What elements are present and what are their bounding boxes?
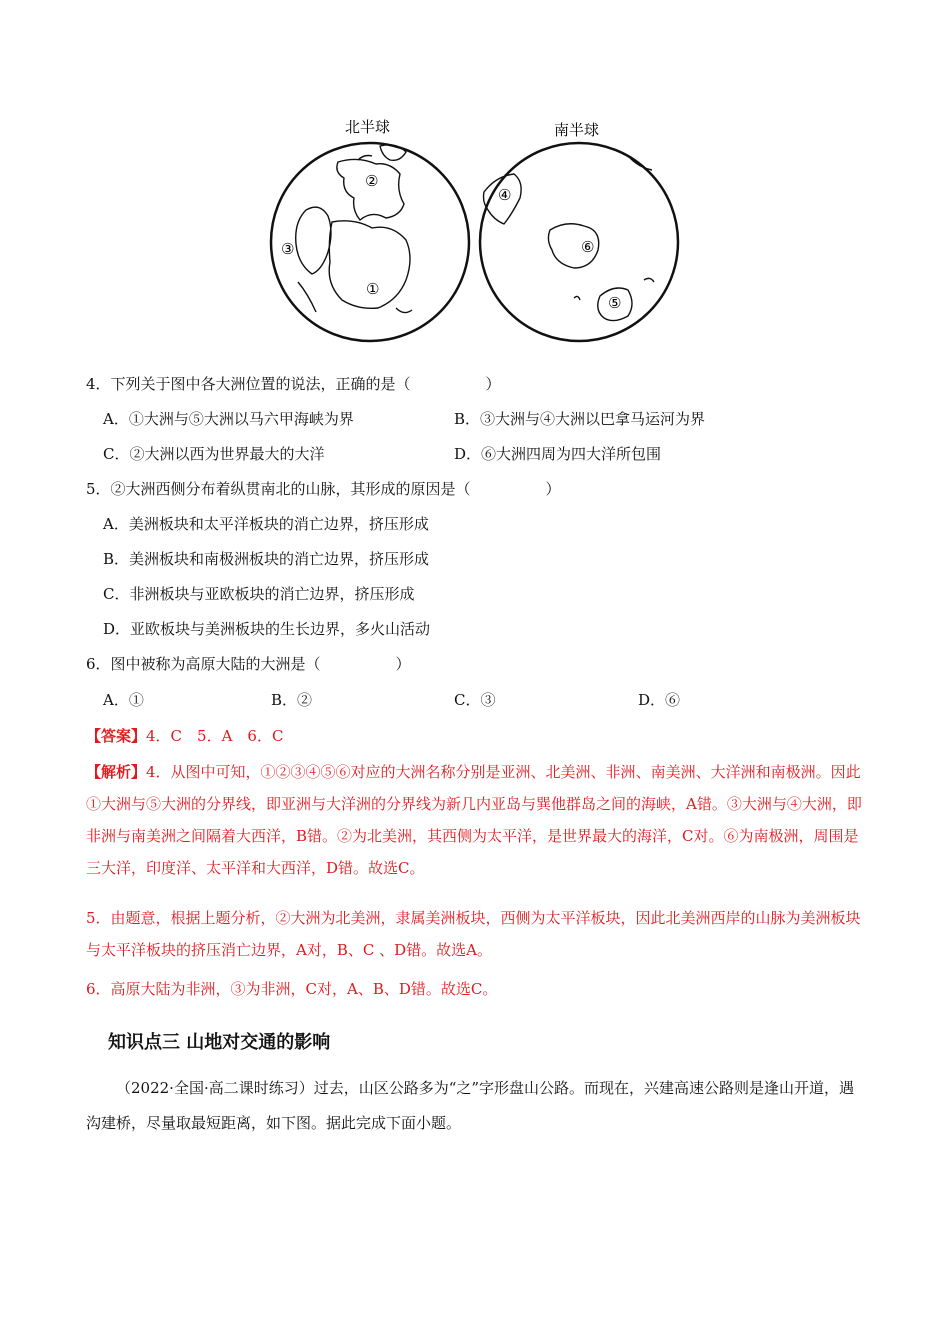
section-heading: 知识点三 山地对交通的影响	[108, 1032, 331, 1053]
answer-label: 【答案】	[86, 727, 147, 745]
hemisphere-maps-figure	[268, 112, 718, 348]
analysis-paragraph-5: 5．由题意，根据上题分析，②大洲为北美洲，隶属美洲板块，西侧为太平洋板块，因此北美洲西岸的山脉为美洲板块与太平洋板块的挤压消亡边界，A对，B、C 、D错。故选A。	[86, 909, 861, 959]
hemisphere-maps-svg	[268, 112, 718, 348]
continent-label-6: ⑥	[581, 238, 595, 256]
continent-label-1: ①	[366, 280, 380, 298]
section-intro-paragraph: （2022·全国·高二课时练习）过去，山区公路多为“之”字形盘山公路。而现在，兴建高速公路则是逢山开道，遇沟建桥，尽量取最短距离，如下图。据此完成下面小题。	[86, 1079, 855, 1132]
continent-label-5: ⑤	[608, 294, 622, 312]
question-4-stem: 4．下列关于图中各大洲位置的说法，正确的是（ ）	[86, 375, 501, 393]
question-4-option-b: B．③大洲与④大洲以巴拿马运河为界	[454, 410, 706, 428]
question-5-stem: 5．②大洲西侧分布着纵贯南北的山脉，其形成的原因是（ ）	[86, 480, 561, 498]
question-6-option-d: D．⑥	[638, 691, 681, 709]
question-6-option-c: C．③	[454, 691, 496, 709]
answer-text: 4．C 5．A 6．C	[146, 727, 284, 745]
continent-label-3: ③	[281, 240, 295, 258]
question-5-option-d: D．亚欧板块与美洲板块的生长边界，多火山活动	[103, 620, 431, 638]
question-4-option-c: C．②大洲以西为世界最大的大洋	[103, 445, 325, 463]
question-4-option-a: A．①大洲与⑤大洲以马六甲海峡为界	[103, 410, 354, 428]
question-6-stem: 6．图中被称为高原大陆的大洲是（ ）	[86, 655, 411, 673]
analysis-label: 【解析】	[86, 763, 147, 781]
answer-line	[86, 726, 283, 746]
question-6-option-a: A．①	[103, 691, 144, 709]
analysis-text-4: 4．从图中可知，①②③④⑤⑥对应的大洲名称分别是亚洲、北美洲、非洲、南美洲、大洋洲和南极洲。因此①大洲与⑤大洲的分界线，即亚洲与大洋洲的分界线为新几内亚岛与巽他群岛之间的海峡，A错。③大洲与④大洲，即非洲与南美洲之间隔着大西洋，B错。②为北美洲，其西侧为太平洋，是世界最大的海洋，C对。⑥为南极洲，周围是三大洋，印度洋、太平洋和大西洋，D错。故选C。	[86, 763, 862, 877]
analysis-paragraph-4	[86, 756, 864, 884]
question-5-option-c: C．非洲板块与亚欧板块的消亡边界，挤压形成	[103, 585, 415, 603]
question-5-option-b: B．美洲板块和南极洲板块的消亡边界，挤压形成	[103, 550, 430, 568]
south-hemisphere-circle	[480, 143, 678, 341]
question-5-option-a: A．美洲板块和太平洋板块的消亡边界，挤压形成	[103, 515, 429, 533]
south-hemisphere-title: 南半球	[554, 121, 600, 139]
question-4-option-d: D．⑥大洲四周为四大洋所包围	[454, 445, 662, 463]
analysis-paragraph-6: 6．高原大陆为非洲，③为非洲，C对，A、B、D错。故选C。	[86, 980, 498, 998]
question-6-option-b: B．②	[271, 691, 313, 709]
continent-label-4: ④	[498, 186, 512, 204]
continent-label-2: ②	[365, 172, 379, 190]
north-hemisphere-title: 北半球	[345, 118, 391, 136]
